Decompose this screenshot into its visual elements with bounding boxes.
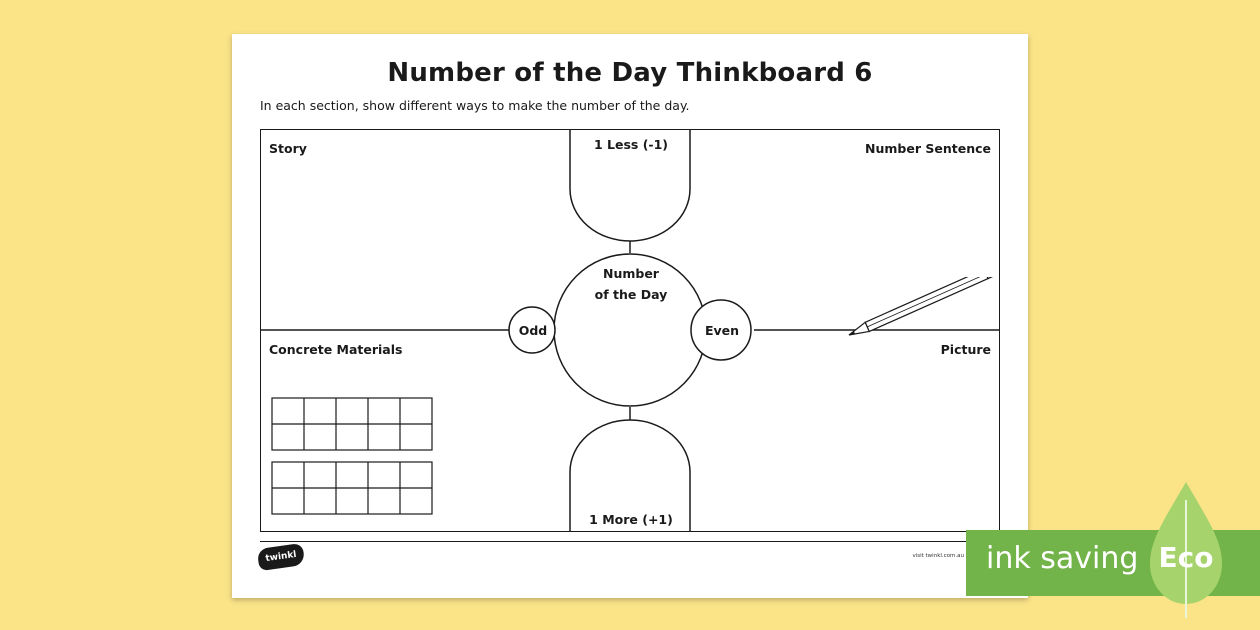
ink-saving-text: ink saving: [986, 541, 1139, 576]
even-label: Even: [704, 323, 740, 338]
thinkboard: [260, 129, 1000, 532]
one-less-label: 1 Less (-1): [593, 137, 669, 152]
eco-label: Eco: [1158, 541, 1214, 574]
footer-website: visit twinkl.com.au: [912, 553, 964, 559]
worksheet-instruction: In each section, show different ways to make the number of the day.: [260, 98, 690, 113]
center-label-line2: of the Day: [594, 287, 668, 302]
center-label-line1: Number: [603, 266, 659, 281]
pencil-icon: [843, 277, 1023, 347]
section-label-number-sentence: Number Sentence: [865, 141, 991, 156]
section-label-concrete-materials: Concrete Materials: [269, 342, 403, 357]
footer-divider: [260, 541, 1000, 542]
section-label-picture: Picture: [940, 342, 991, 357]
section-label-story: Story: [269, 141, 307, 156]
twinkl-logo: twinkl: [257, 543, 306, 571]
ten-frames: [271, 396, 441, 526]
worksheet-page: [232, 34, 1028, 598]
worksheet-title: Number of the Day Thinkboard 6: [387, 58, 873, 88]
one-more-label: 1 More (+1): [589, 512, 673, 527]
odd-label: Odd: [518, 323, 548, 338]
